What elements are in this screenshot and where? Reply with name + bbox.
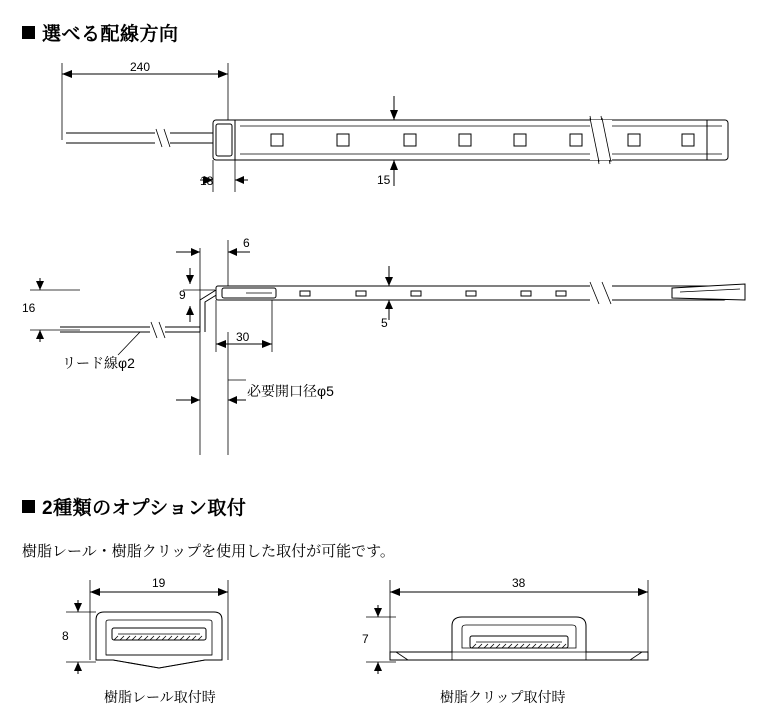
dimension-clip-height-7: 7 xyxy=(362,632,369,646)
dimension-thickness-5: 5 xyxy=(381,316,388,330)
dimension-height-9: 9 xyxy=(179,288,186,302)
section-title: 選べる配線方向 xyxy=(42,24,179,45)
label-required-hole: 必要開口径φ5 xyxy=(247,383,334,399)
dimension-rail-height-8: 8 xyxy=(62,629,69,643)
caption-resin-rail: 樹脂レール取付時 xyxy=(104,689,216,705)
dimension-length-30: 30 xyxy=(236,330,250,344)
dimension-offset-6: 6 xyxy=(243,236,250,250)
label-lead-wire: リード線φ2 xyxy=(62,355,135,371)
caption-resin-clip: 樹脂クリップ取付時 xyxy=(440,689,566,705)
dimension-rail-width-19: 19 xyxy=(152,576,166,590)
section-description: 樹脂レール・樹脂クリップを使用した取付が可能です。 xyxy=(22,543,395,560)
dimension-length-240: 240 xyxy=(130,60,151,74)
dimension-clip-width-38: 38 xyxy=(512,576,526,590)
dimension-offset-18: 18 xyxy=(200,174,214,188)
dimension-height-16: 16 xyxy=(22,301,36,315)
dimension-width-15: 15 xyxy=(377,173,391,187)
section-title: 2種類のオプション取付 xyxy=(42,498,247,519)
